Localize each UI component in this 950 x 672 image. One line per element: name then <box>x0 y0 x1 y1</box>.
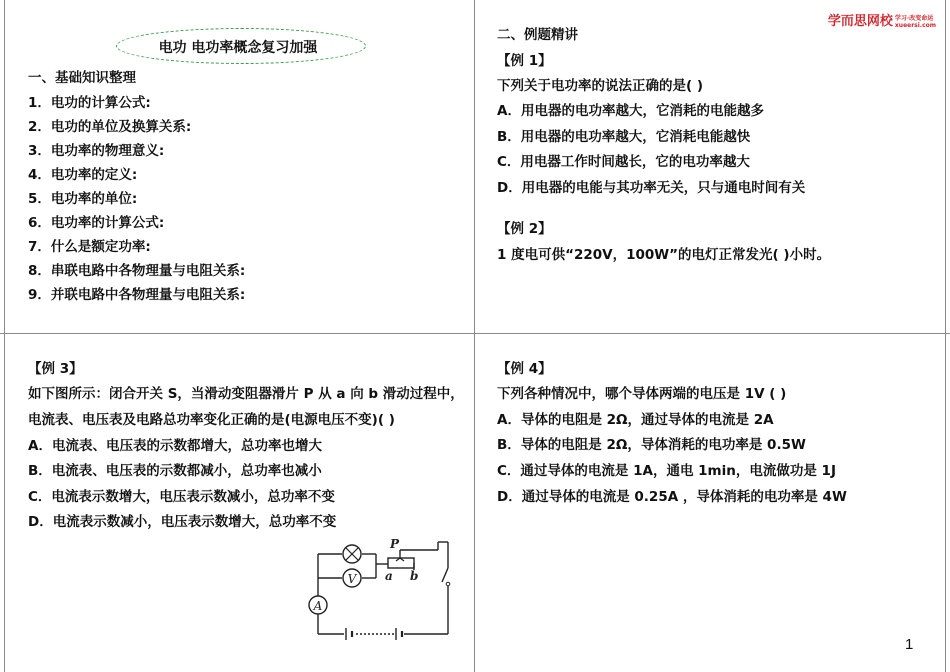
list-item: 8．串联电路中各物理量与电阻关系: <box>28 263 246 279</box>
ammeter-icon <box>309 596 327 614</box>
example-1-option: C．用电器工作时间越长，它的电功率越大 <box>497 154 750 170</box>
brand-name: 学而思网校 <box>827 14 893 29</box>
section-heading-basics: 一、基础知识整理 <box>28 70 136 86</box>
example-2-question: 1 度电可供“220V，100W”的电灯正常发光( )小时。 <box>497 247 831 263</box>
example-1-label: 【例 1】 <box>497 53 552 69</box>
lamp-icon <box>343 545 361 563</box>
list-item: 9．并联电路中各物理量与电阻关系: <box>28 287 246 303</box>
example-3-question-line2: 电流表、电压表及电路总功率变化正确的是(电源电压不变)( ) <box>28 412 395 428</box>
page-title: 电功 电功率概念复习加强 <box>158 40 318 56</box>
voltmeter-icon <box>343 569 361 587</box>
example-3-question-line1: 如下图所示：闭合开关 S，当滑动变阻器滑片 P 从 a 向 b 滑动过程中， <box>28 386 464 402</box>
vertical-divider <box>474 0 475 672</box>
example-4-question: 下列各种情况中，哪个导体两端的电压是 1V ( ) <box>497 386 787 402</box>
list-item: 3．电功率的物理意义: <box>28 143 165 159</box>
example-4-option: B．导体的电阻是 2Ω，导体消耗的电功率是 0.5W <box>497 437 806 453</box>
example-3-option: B．电流表、电压表的示数都减小，总功率也减小 <box>28 463 322 479</box>
list-item: 1．电功的计算公式: <box>28 95 151 111</box>
example-1-option: D．用电器的电能与其功率无关，只与通电时间有关 <box>497 180 806 196</box>
brand-logo <box>828 10 936 29</box>
example-1-option: B．用电器的电功率越大，它消耗电能越快 <box>497 129 751 145</box>
example-4-label: 【例 4】 <box>497 361 552 377</box>
example-4-option: A．导体的电阻是 2Ω，通过导体的电流是 2A <box>497 412 774 428</box>
list-item: 7．什么是额定功率: <box>28 239 151 255</box>
example-3-label: 【例 3】 <box>28 361 83 377</box>
circuit-diagram <box>300 530 460 642</box>
example-1-option: A．用电器的电功率越大，它消耗的电能越多 <box>497 103 764 119</box>
list-item: 4．电功率的定义: <box>28 167 138 183</box>
example-1-question: 下列关于电功率的说法正确的是( ) <box>497 78 704 94</box>
ammeter-label: A <box>313 599 323 613</box>
list-item: 6．电功率的计算公式: <box>28 215 165 231</box>
example-4-option: D．通过导体的电流是 0.25A ，导体消耗的电功率是 4W <box>497 489 847 505</box>
slider-label-p: P <box>390 537 400 551</box>
brand-sub2: xueersi.com <box>894 21 936 29</box>
voltmeter-label: V <box>347 572 357 586</box>
example-3-option: D．电流表示数减小，电压表示数增大，总功率不变 <box>28 514 337 530</box>
page-border-left <box>4 0 5 672</box>
page-number: 1 <box>905 636 914 653</box>
terminal-label-a: a <box>385 569 393 583</box>
example-3-option: C．电流表示数增大，电压表示数减小，总功率不变 <box>28 489 335 505</box>
section-heading-examples: 二、例题精讲 <box>497 27 578 43</box>
switch-icon <box>446 582 450 586</box>
page-border-right <box>945 0 946 672</box>
list-item: 5．电功率的单位: <box>28 191 138 207</box>
list-item: 2．电功的单位及换算关系: <box>28 119 192 135</box>
example-4-option: C．通过导体的电流是 1A，通电 1min，电流做功是 1J <box>497 463 836 479</box>
terminal-label-b: b <box>410 569 419 583</box>
horizontal-divider <box>0 333 950 334</box>
example-3-option: A．电流表、电压表的示数都增大，总功率也增大 <box>28 438 322 454</box>
brand-sub1: 学习·改变命运 <box>894 14 934 22</box>
example-2-label: 【例 2】 <box>497 221 552 237</box>
